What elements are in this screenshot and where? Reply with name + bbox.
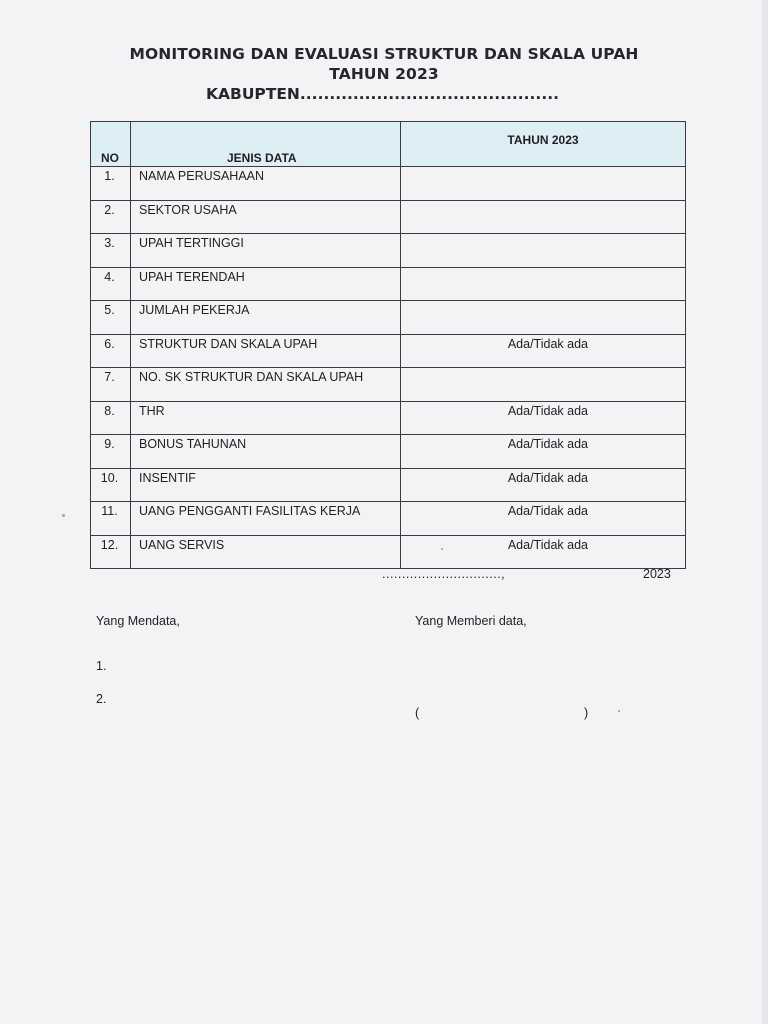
- yang-memberi-data-label: Yang Memberi data,: [415, 614, 527, 628]
- row-number: 8.: [91, 401, 131, 435]
- row-number: 6.: [91, 334, 131, 368]
- row-jenis: NAMA PERUSAHAAN: [131, 167, 401, 201]
- row-jenis: NO. SK STRUKTUR DAN SKALA UPAH: [131, 368, 401, 402]
- row-number: 5.: [91, 301, 131, 335]
- row-jenis: UPAH TERTINGGI: [131, 234, 401, 268]
- table-row: [91, 401, 686, 435]
- row-tahun-value: [401, 234, 686, 268]
- row-number: 4.: [91, 267, 131, 301]
- row-number: 1.: [91, 167, 131, 201]
- row-jenis: BONUS TAHUNAN: [131, 435, 401, 469]
- table-row: [91, 535, 686, 569]
- name-bracket-close: ): [584, 706, 589, 720]
- paper-edge: [762, 0, 768, 1024]
- row-number: 2.: [91, 200, 131, 234]
- row-tahun-value: Ada/Tidak ada: [401, 334, 686, 368]
- table-row: [91, 301, 686, 335]
- row-tahun-value: Ada/Tidak ada: [401, 435, 686, 469]
- row-number: 12.: [91, 535, 131, 569]
- row-tahun-value: Ada/Tidak ada: [401, 502, 686, 536]
- data-table: [90, 121, 686, 569]
- table-row: [91, 267, 686, 301]
- document-year-title: TAHUN 2023: [329, 65, 439, 83]
- name-bracket-open: (: [415, 706, 420, 720]
- row-tahun-value: [401, 167, 686, 201]
- table-row: [91, 468, 686, 502]
- table-row: [91, 435, 686, 469]
- table-row: [91, 234, 686, 268]
- row-tahun-value: [401, 368, 686, 402]
- kabupaten-line: KABUPTEN............................................: [206, 85, 559, 103]
- table-row: [91, 167, 686, 201]
- row-number: 3.: [91, 234, 131, 268]
- row-jenis: INSENTIF: [131, 468, 401, 502]
- row-jenis: UPAH TERENDAH: [131, 267, 401, 301]
- table-row: [91, 334, 686, 368]
- column-header-jenis-data: JENIS DATA: [131, 122, 401, 167]
- column-header-no: NO: [91, 122, 131, 167]
- signatory-item-1: 1.: [96, 659, 107, 673]
- row-jenis: UANG SERVIS: [131, 535, 401, 569]
- signatory-item-2: 2.: [96, 692, 107, 706]
- table-header-row: [91, 122, 686, 167]
- row-jenis: JUMLAH PEKERJA: [131, 301, 401, 335]
- row-tahun-value: Ada/Tidak ada: [401, 535, 686, 569]
- yang-mendata-label: Yang Mendata,: [96, 614, 180, 628]
- row-tahun-value: [401, 267, 686, 301]
- row-jenis: UANG PENGGANTI FASILITAS KERJA: [131, 502, 401, 536]
- table-row: [91, 368, 686, 402]
- column-header-tahun: TAHUN 2023: [401, 122, 686, 167]
- row-tahun-value: [401, 200, 686, 234]
- paper-speck: [441, 548, 443, 550]
- row-number: 11.: [91, 502, 131, 536]
- row-tahun-value: [401, 301, 686, 335]
- row-tahun-value: Ada/Tidak ada: [401, 401, 686, 435]
- row-number: 10.: [91, 468, 131, 502]
- table-row: [91, 200, 686, 234]
- document-title: MONITORING DAN EVALUASI STRUKTUR DAN SKALA UPAH: [129, 45, 639, 63]
- table-row: [91, 502, 686, 536]
- row-number: 9.: [91, 435, 131, 469]
- row-jenis: SEKTOR USAHA: [131, 200, 401, 234]
- row-jenis: STRUKTUR DAN SKALA UPAH: [131, 334, 401, 368]
- paper-speck: [62, 514, 65, 517]
- paper-speck: [618, 710, 620, 712]
- row-jenis: THR: [131, 401, 401, 435]
- row-tahun-value: Ada/Tidak ada: [401, 468, 686, 502]
- signature-year: 2023: [643, 567, 671, 581]
- date-placeholder: ..............................,: [382, 567, 506, 581]
- row-number: 7.: [91, 368, 131, 402]
